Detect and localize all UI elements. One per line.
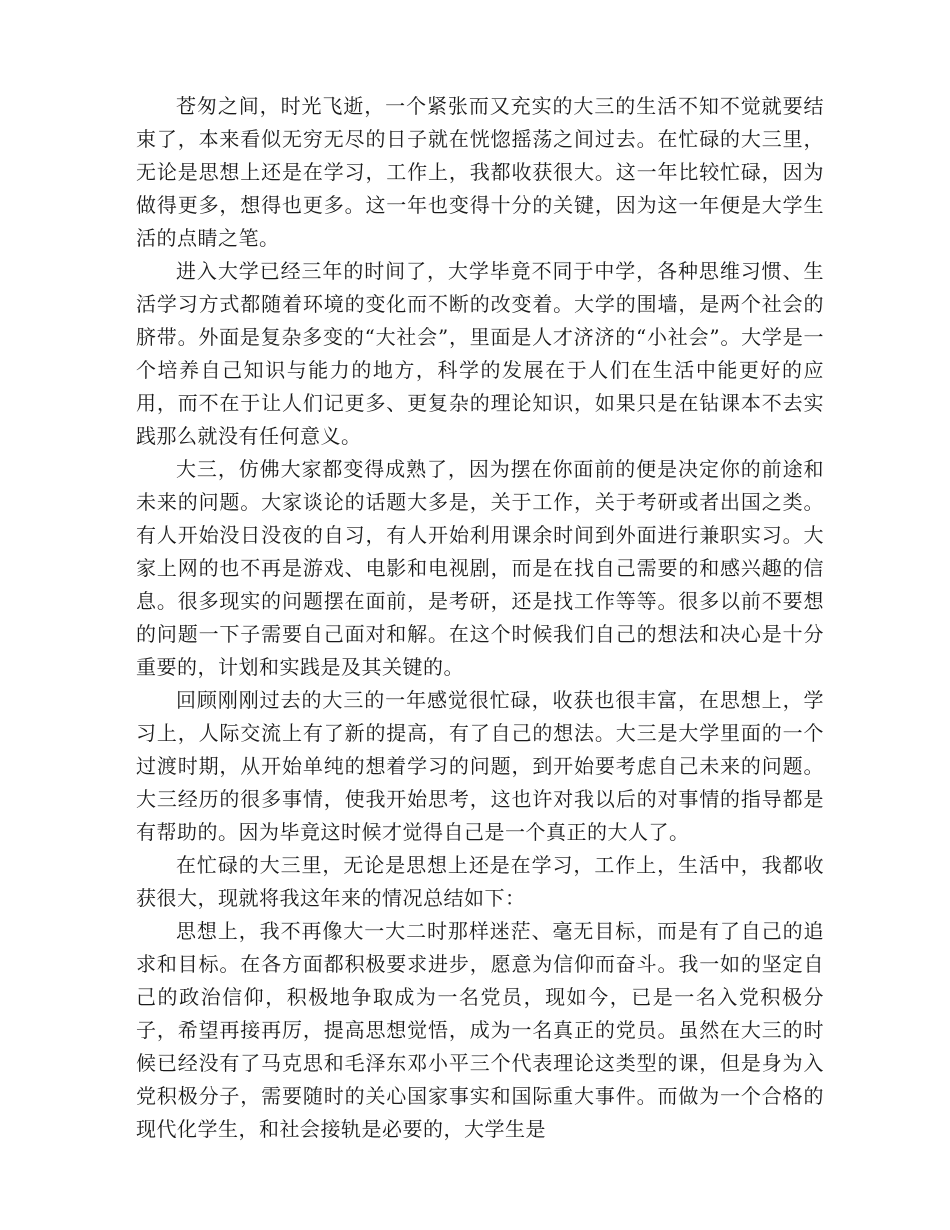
paragraph-4: 回顾刚刚过去的大三的一年感觉很忙碌，收获也很丰富，在思想上，学习上，人际交流上有了新的提高，有了自己的想法。大三是大学里面的一个过渡时期，从开始单纯的想着学习的问题，到开始要考虑自己未来的问题。大三经历的很多事情，使我开始思考，这也许对我以后的对事情的指导都是有帮助的。因为毕竟这时候才觉得自己是一个真正的大人了。 xyxy=(136,688,824,844)
paragraph-5: 在忙碌的大三里，无论是思想上还是在学习，工作上，生活中，我都收获很大，现就将我这年来的情况总结如下： xyxy=(136,853,824,910)
paragraph-2: 进入大学已经三年的时间了，大学毕竟不同于中学，各种思维习惯、生活学习方式都随着环境的变化而不断的改变着。大学的围墙，是两个社会的脐带。外面是复杂多变的“大社会”，里面是人才济济的“小社会”。大学是一个培养自己知识与能力的地方，科学的发展在于人们在生活中能更好的应用，而不在于让人们记更多、更复杂的理论知识，如果只是在钻课本不去实践那么就没有任何意义。 xyxy=(136,259,824,448)
paragraph-3: 大三，仿佛大家都变得成熟了，因为摆在你面前的便是决定你的前途和未来的问题。大家谈论的话题大多是，关于工作，关于考研或者出国之类。有人开始没日没夜的自习，有人开始利用课余时间到外面进行兼职实习。大家上网的也不再是游戏、电影和电视剧，而是在找自己需要的和感兴趣的信息。很多现实的问题摆在面前，是考研，还是找工作等等。很多以前不要想的问题一下子需要自己面对和解。在这个时候我们自己的想法和决心是十分重要的，计划和实践是及其关键的。 xyxy=(136,457,824,679)
paragraph-1: 苍匆之间，时光飞逝，一个紧张而又充实的大三的生活不知不觉就要结束了，本来看似无穷无尽的日子就在恍惚摇荡之间过去。在忙碌的大三里，无论是思想上还是在学习，工作上，我都收获很大。这一年比较忙碌，因为做得更多，想得也更多。这一年也变得十分的关键，因为这一年便是大学生活的点睛之笔。 xyxy=(136,94,824,250)
paragraph-6: 思想上，我不再像大一大二时那样迷茫、毫无目标，而是有了自己的追求和目标。在各方面都积极要求进步，愿意为信仰而奋斗。我一如的坚定自己的政治信仰，积极地争取成为一名党员，现如今，已是一名入党积极分子，希望再接再厉，提高思想觉悟，成为一名真正的党员。虽然在大三的时候已经没有了马克思和毛泽东邓小平三个代表理论这类型的课，但是身为入党积极分子，需要随时的关心国家事实和国际重大事件。而做为一个合格的现代化学生，和社会接轨是必要的，大学生是 xyxy=(136,919,824,1141)
document-body xyxy=(136,90,824,1146)
